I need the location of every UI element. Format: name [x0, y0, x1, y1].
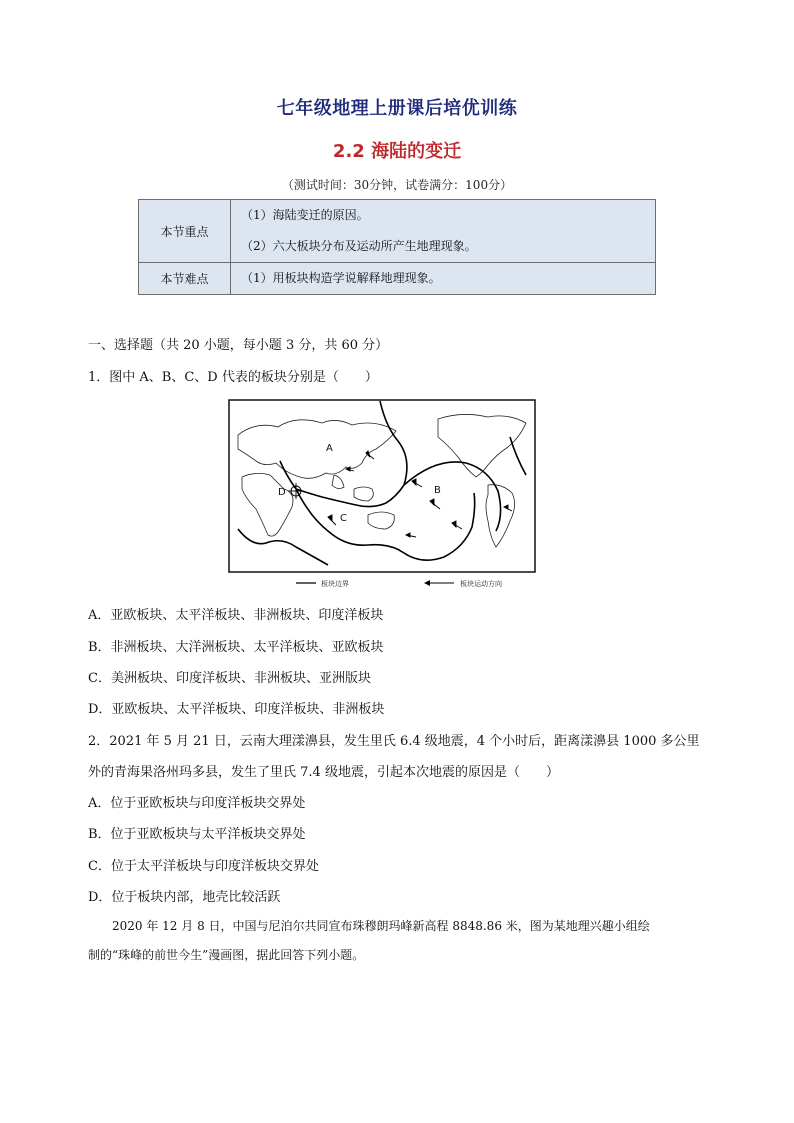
plate-label-b: B [434, 485, 441, 496]
q2-option-c: C．位于太平洋板块与印度洋板块交界处 [88, 859, 319, 874]
question-2-stem-line1: 2．2021 年 5 月 21 日，云南大理漾濞县，发生里氏 6.4 级地震，4 个小时后，距离漾濞县 1000 多公里 [88, 734, 700, 749]
key-point-item: （1）海陆变迁的原因。 [241, 208, 369, 222]
q1-option-b: B．非洲板块、大洋洲板块、太平洋板块、亚欧板块 [88, 640, 384, 655]
legend-boundary-text: 板块边界 [321, 580, 349, 588]
legend-direction-text: 板块运动方向 [460, 580, 502, 588]
lesson-subtitle: 2.2 海陆的变迁 [332, 141, 462, 162]
summary-table [138, 199, 656, 295]
section-heading: 一、选择题（共 20 小题，每小题 3 分，共 60 分） [88, 338, 389, 353]
question-1-stem: 1．图中 A、B、C、D 代表的板块分别是（ ） [88, 370, 378, 385]
q1-option-a: A．亚欧板块、太平洋板块、非洲板块、印度洋板块 [88, 608, 384, 623]
plate-map-figure [226, 397, 538, 593]
difficulty-cell [231, 263, 656, 295]
q2-option-b: B．位于亚欧板块与太平洋板块交界处 [88, 827, 306, 842]
difficulty-label: 本节难点 [139, 263, 231, 295]
plate-label-d: D [278, 487, 286, 498]
maritime-asia-land [354, 487, 373, 501]
key-point-item: （2）六大板块分布及运动所产生地理现象。 [241, 239, 477, 253]
q1-option-c: C．美洲板块、印度洋板块、非洲板块、亚洲版块 [88, 671, 371, 686]
test-meta: （测试时间：30分钟，试卷满分：100分） [281, 178, 513, 192]
key-points-label: 本节重点 [139, 200, 231, 263]
passage-line1: 2020 年 12 月 8 日，中国与尼泊尔共同宣布珠穆朗玛峰新高程 8848.86 米，图为某地理兴趣小组绘 [112, 919, 650, 933]
passage-line2: 制的“珠峰的前世今生”漫画图，据此回答下列小题。 [88, 948, 365, 962]
page-title: 七年级地理上册课后培优训练 [276, 98, 518, 119]
q2-option-d: D．位于板块内部，地壳比较活跃 [88, 890, 281, 905]
q1-option-d: D．亚欧板块、太平洋板块、印度洋板块、非洲板块 [88, 702, 385, 717]
q2-option-a: A．位于亚欧板块与印度洋板块交界处 [88, 796, 306, 811]
legend-arrowhead [424, 580, 430, 586]
key-points-cell [231, 200, 656, 263]
question-2-stem-line2: 外的青海果洛州玛多县，发生了里氏 7.4 级地震，引起本次地震的原因是（ ） [88, 765, 559, 780]
difficulty-item: （1）用板块构造学说解释地理现象。 [241, 271, 441, 285]
plate-label-a: A [326, 443, 333, 454]
plate-label-c: C [340, 513, 347, 524]
